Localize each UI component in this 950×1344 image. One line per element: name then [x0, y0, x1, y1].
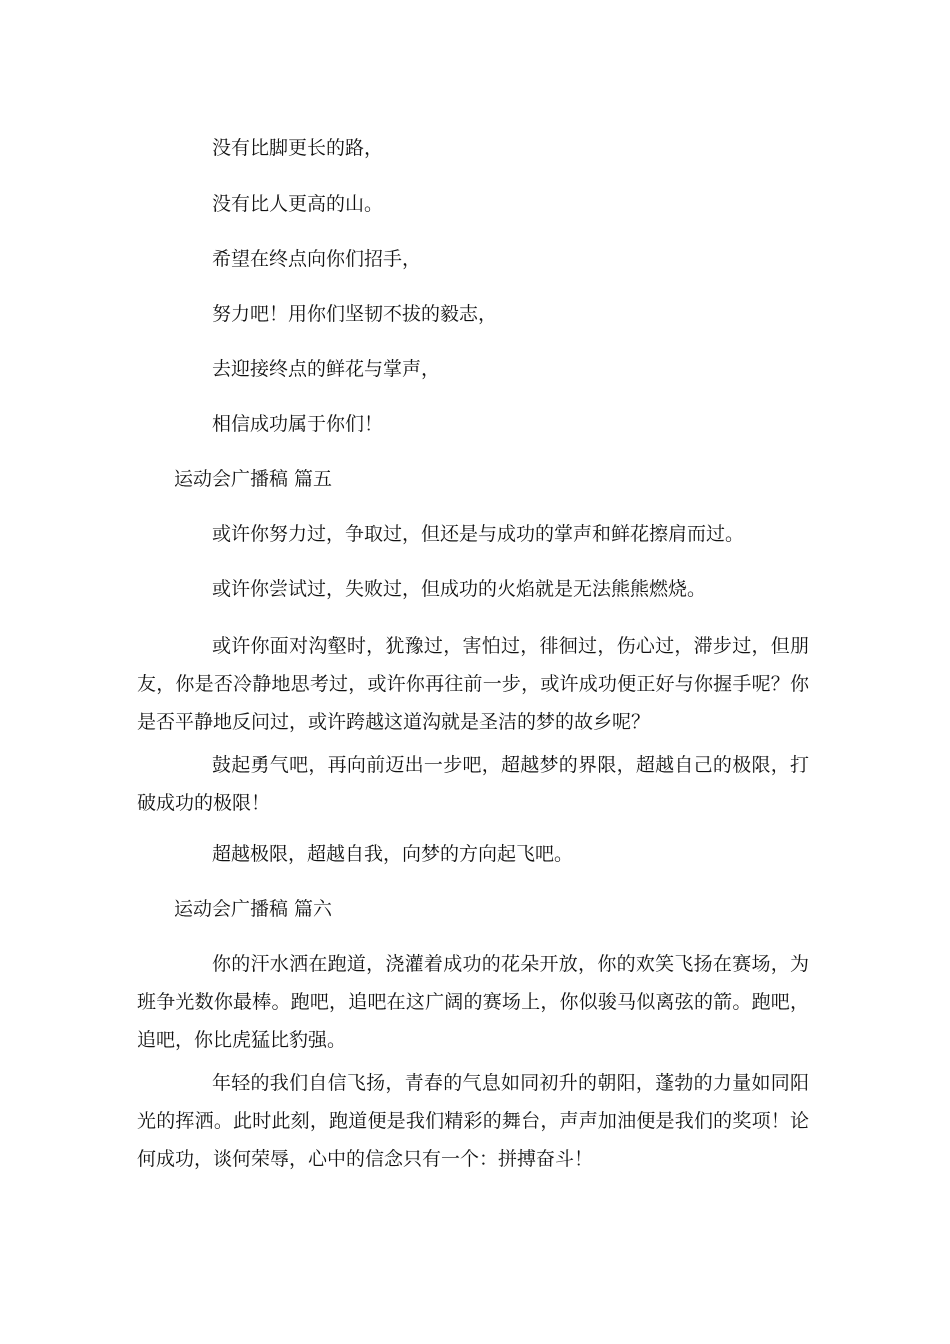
poem-line: 希望在终点向你们招手，	[212, 248, 422, 270]
poem-line: 努力吧！用你们坚韧不拔的毅志，	[212, 303, 498, 325]
poem-line: 去迎接终点的鲜花与掌声，	[212, 358, 441, 380]
poem-line: 相信成功属于你们！	[212, 413, 384, 435]
paragraph: 或许你面对沟壑时，犹豫过，害怕过，徘徊过，伤心过，滞步过，但朋友，你是否冷静地思考过，或许你再往前一步，或许成功便正好与你握手呢？你是否平静地反问过，或许跨越这道沟就是圣洁的梦的故乡呢？	[137, 635, 809, 733]
paragraph: 鼓起勇气吧，再向前迈出一步吧，超越梦的界限，超越自己的极限，打破成功的极限！	[137, 754, 809, 814]
paragraph: 超越极限，超越自我，向梦的方向起飞吧。	[212, 843, 574, 865]
paragraph: 或许你尝试过，失败过，但成功的火焰就是无法熊熊燃烧。	[212, 578, 707, 600]
paragraph: 或许你努力过，争取过，但还是与成功的掌声和鲜花擦肩而过。	[212, 523, 745, 545]
poem-line: 没有比脚更长的路，	[212, 137, 384, 159]
paragraph: 年轻的我们自信飞扬，青春的气息如同初升的朝阳，蓬勃的力量如同阳光的挥洒。此时此刻，跑道便是我们精彩的舞台，声声加油便是我们的奖项！论何成功，谈何荣辱，心中的信念只有一个：拼搏奋斗！	[137, 1072, 809, 1170]
poem-line: 没有比人更高的山。	[212, 193, 384, 215]
section-heading-5: 运动会广播稿 篇五	[174, 468, 333, 490]
paragraph: 你的汗水洒在跑道，浇灌着成功的花朵开放，你的欢笑飞扬在赛场，为班争光数你最棒。跑吧，追吧在这广阔的赛场上，你似骏马似离弦的箭。跑吧，追吧，你比虎猛比豹强。	[137, 953, 809, 1051]
section-heading-6: 运动会广播稿 篇六	[174, 898, 333, 920]
